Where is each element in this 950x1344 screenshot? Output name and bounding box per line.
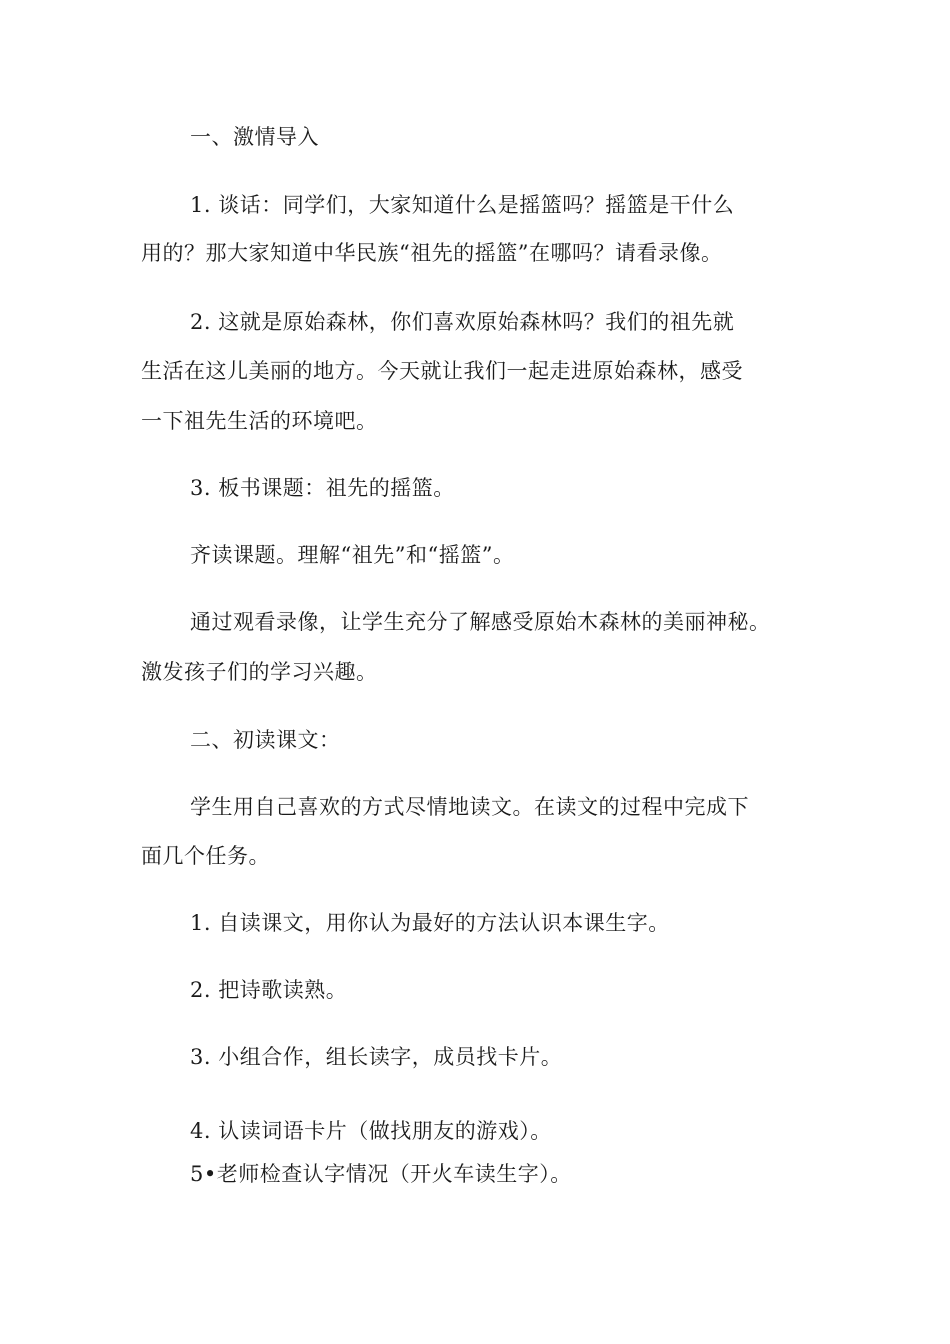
purpose-line1: 通过观看录像，让学生充分了解感受原始木森林的美丽神秘。 <box>190 610 771 634</box>
task-item-1: 1. 自读课文，用你认为最好的方法认识本课生字。 <box>190 911 670 935</box>
read-title-line: 齐读课题。理解“祖先”和“摇篮”。 <box>190 543 515 567</box>
item1-line2: 用的？那大家知道中华民族“祖先的摇篮”在哪吗？请看录像。 <box>141 241 723 265</box>
item1-line1: 1. 谈话：同学们，大家知道什么是摇篮吗？摇篮是干什么 <box>190 193 735 217</box>
item3: 3. 板书课题：祖先的摇篮。 <box>190 476 455 500</box>
task-item-2: 2. 把诗歌读熟。 <box>190 978 348 1002</box>
task-intro-line2: 面几个任务。 <box>141 844 270 868</box>
task-item-3: 3. 小组合作，组长读字，成员找卡片。 <box>190 1045 563 1069</box>
purpose-line2: 激发孩子们的学习兴趣。 <box>141 660 378 684</box>
item2-line2: 生活在这儿美丽的地方。今天就让我们一起走进原始森林，感受 <box>141 359 743 383</box>
task-item-5: 5•老师检查认字情况（开火车读生字）。 <box>190 1162 572 1186</box>
task-intro-line1: 学生用自己喜欢的方式尽情地读文。在读文的过程中完成下 <box>190 795 749 819</box>
section2-title: 二、初读课文： <box>190 728 341 752</box>
section1-title: 一、激情导入 <box>190 125 319 149</box>
item2-line1: 2. 这就是原始森林，你们喜欢原始森林吗？我们的祖先就 <box>190 310 735 334</box>
item2-line3: 一下祖先生活的环境吧。 <box>141 409 378 433</box>
task-item-4: 4. 认读词语卡片（做找朋友的游戏）。 <box>190 1119 552 1143</box>
